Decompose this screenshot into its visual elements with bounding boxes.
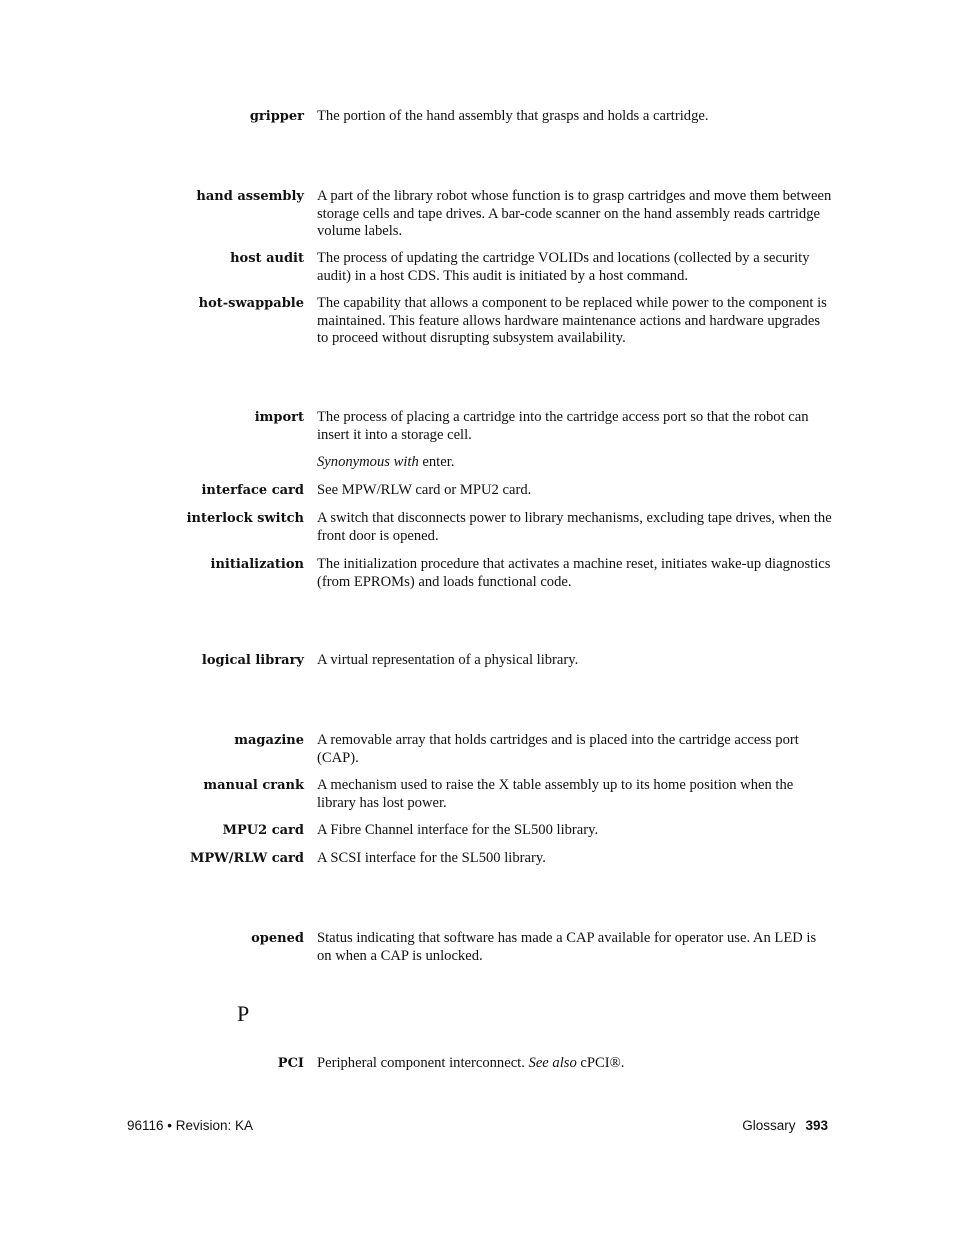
glossary-definition: Status indicating that software has made a CAP available for operator use. An LED is on when a CAP is unlocked. [317,930,817,964]
section-letter-heading: P [237,1001,250,1026]
glossary-definition: See MPW/RLW card or MPU2 card. [317,482,532,498]
glossary-term: hot-swappable [198,296,304,311]
glossary-term: interface card [201,483,304,498]
synonym-note: Synonymous with enter. [317,454,455,470]
glossary-term: gripper [249,109,304,124]
footer-page-info [742,1118,828,1133]
glossary-definition: A virtual representation of a physical library. [317,652,579,668]
glossary-definition: A SCSI interface for the SL500 library. [317,850,546,866]
glossary-definition: The capability that allows a component to be replaced while power to the component is maintained. This feature allows hardware maintenance actions and hardware upgrades to proceed without disrupting subsystem availability. [317,295,827,346]
glossary-term: PCI [277,1056,304,1071]
glossary-definition: The process of placing a cartridge into the cartridge access port so that the robot can insert it into a storage cell. Synonymous with enter. [317,409,832,472]
glossary-term: manual crank [203,778,304,793]
glossary-term: interlock switch [186,511,304,526]
glossary-definition: The process of updating the cartridge VOLIDs and locations (collected by a security audit) in a host CDS. This audit is initiated by a host command. [317,250,810,284]
page-number: 393 [805,1118,828,1133]
glossary-definition: A mechanism used to raise the X table assembly up to its home position when the library has lost power. [317,777,794,811]
glossary-definition: The portion of the hand assembly that grasps and holds a cartridge. [317,108,709,124]
glossary-term: host audit [230,251,304,266]
glossary-term: magazine [234,733,304,748]
glossary-term: opened [251,931,304,946]
glossary-term: MPU2 card [222,823,304,838]
footer-section-name: Glossary [742,1118,796,1133]
glossary-definition: A Fibre Channel interface for the SL500 library. [317,822,599,838]
glossary-definition: Peripheral component interconnect. See also cPCI®. [317,1055,625,1071]
glossary-term: MPW/RLW card [190,851,304,866]
glossary-term: import [254,410,304,425]
glossary-term: initialization [210,557,304,572]
glossary-definition: The initialization procedure that activates a machine reset, initiates wake-up diagnostics (from EPROMs) and loads functional code. [317,556,831,590]
glossary-term: logical library [201,653,304,668]
glossary-definition: A part of the library robot whose function is to grasp cartridges and move them between storage cells and tape drives. A bar-code scanner on the hand assembly reads cartridge volume labels. [317,188,832,239]
glossary-definition: A switch that disconnects power to library mechanisms, excluding tape drives, when the front door is opened. [317,510,832,544]
glossary-term: hand assembly [196,189,304,204]
glossary-definition: A removable array that holds cartridges and is placed into the cartridge access port (CAP). [317,732,799,766]
footer-doc-id: 96116 • Revision: KA [127,1118,254,1133]
